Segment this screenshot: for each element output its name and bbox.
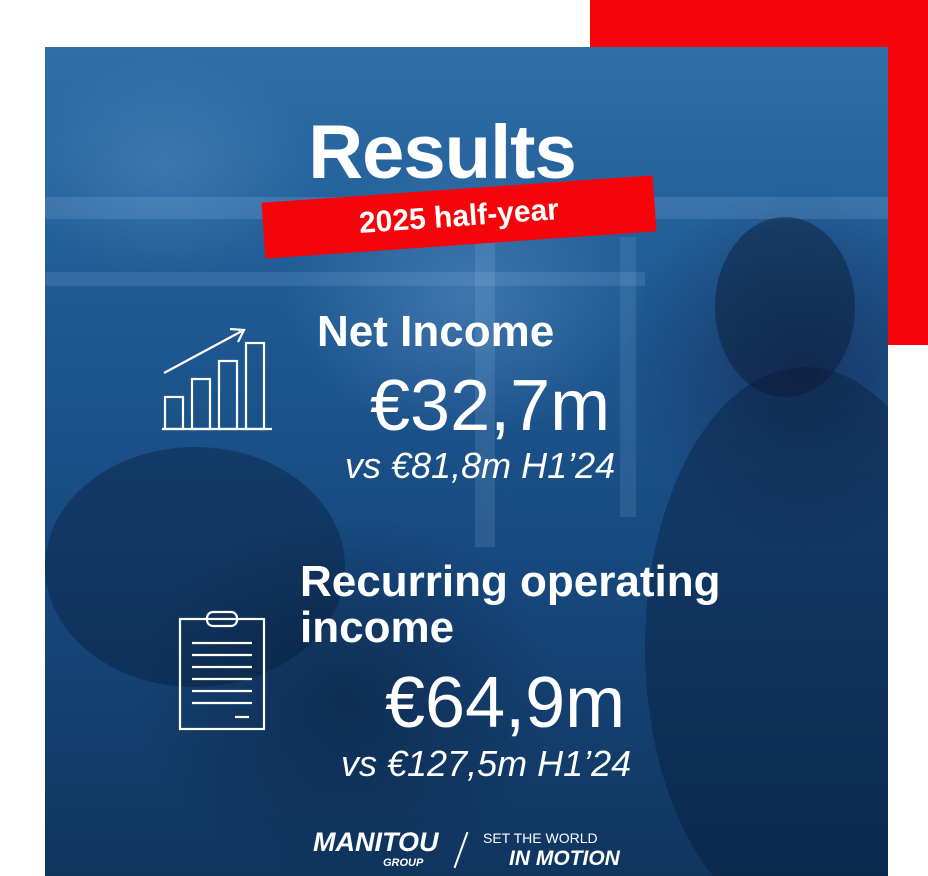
clipboard-icon <box>177 609 267 731</box>
net-income-comparison: vs €81,8m H1’24 <box>345 445 616 486</box>
brand-name: MANITOU <box>313 827 439 857</box>
manitou-logo <box>313 827 643 872</box>
rising-bar-chart-icon <box>160 325 275 435</box>
brand-sub: GROUP <box>383 857 424 869</box>
recurring-operating-income-comparison: vs €127,5m H1’24 <box>341 743 632 784</box>
results-panel <box>45 47 888 876</box>
recurring-operating-income-value: €64,9m <box>385 663 626 743</box>
tagline-line-1: SET THE WORLD <box>483 830 598 846</box>
net-income-value: €32,7m <box>370 366 611 446</box>
subtitle: 2025 half-year <box>357 193 560 240</box>
logo-divider <box>454 832 469 868</box>
recurring-operating-income-label: Recurring operating income <box>300 557 721 652</box>
net-income-label: Net Income <box>317 307 555 356</box>
page-title: Results <box>308 110 576 195</box>
tagline-line-2: IN MOTION <box>509 847 620 870</box>
